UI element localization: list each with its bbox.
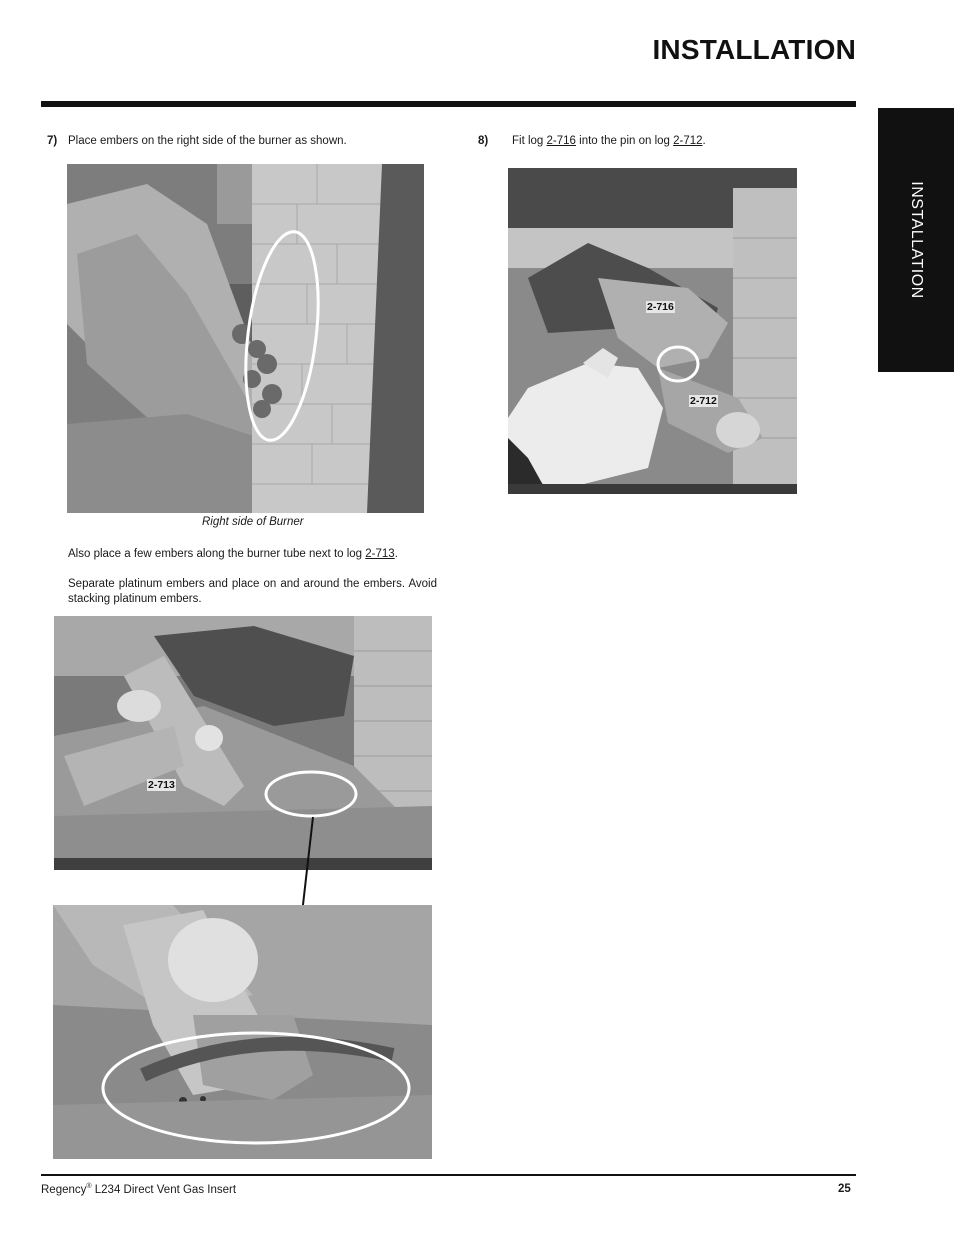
step-8-instruction: [478, 134, 706, 149]
side-tab-label: INSTALLATION: [908, 181, 925, 299]
step-7-text: Place embers on the right side of the burner as shown.: [68, 135, 347, 147]
photo-caption: Right side of Burner: [202, 516, 304, 528]
step-7-number: 7): [47, 135, 58, 147]
step-8-number: 8): [478, 135, 489, 147]
page-number: 25: [838, 1183, 851, 1195]
log-label-2-712: 2-712: [690, 395, 717, 407]
photo-burner-tube-closeup: [53, 905, 432, 1159]
log-label-2-716: 2-716: [647, 301, 674, 313]
note-period: .: [394, 548, 398, 560]
log-ref-2-713: 2-713: [365, 548, 395, 560]
note-text: Also place a few embers along the burner tube next to log: [68, 548, 366, 560]
step-8-text-start: Fit log: [512, 135, 547, 147]
footer-product: L234 Direct Vent Gas Insert: [91, 1183, 237, 1196]
photo-fit-log-2-716: [508, 168, 797, 494]
step-8-text-end: .: [702, 135, 706, 147]
platinum-embers-note: Separate platinum embers and place on and around the embers. Avoid stacking platinum embers.: [68, 578, 437, 605]
log-ref-2-716: 2-716: [546, 135, 576, 147]
footer-product-name: [41, 1183, 236, 1196]
registered-mark: ®: [86, 1183, 92, 1190]
page-title: INSTALLATION: [652, 34, 856, 65]
footer-brand: Regency: [41, 1183, 87, 1196]
footer-rule: [41, 1174, 856, 1176]
log-label-2-713: 2-713: [148, 779, 175, 791]
step-8-text-middle: into the pin on log: [575, 135, 674, 147]
log-ref-2-712: 2-712: [673, 135, 703, 147]
